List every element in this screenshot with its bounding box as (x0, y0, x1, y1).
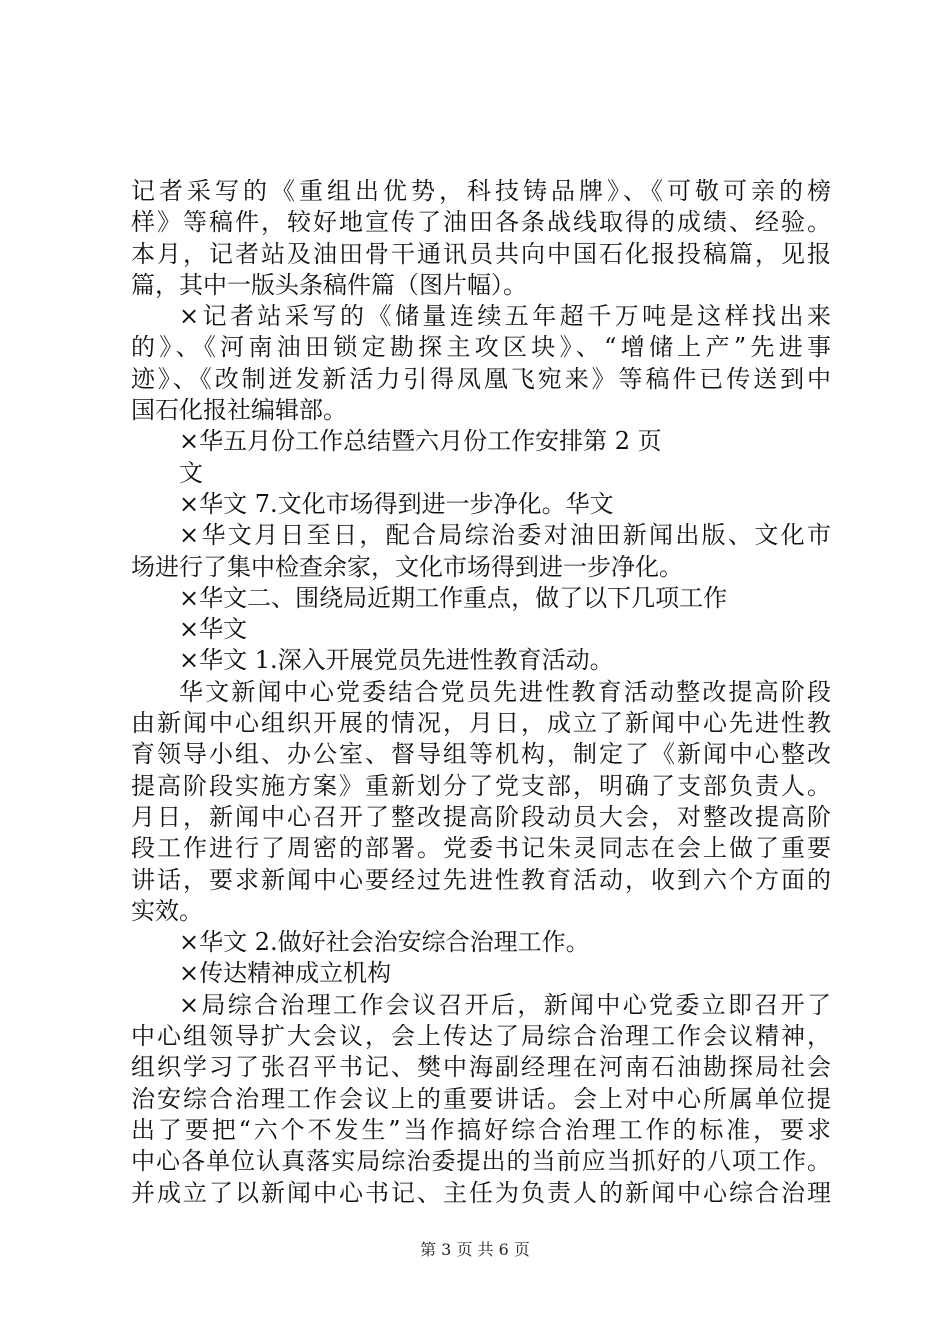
body-line: 文 (179, 458, 203, 487)
page-number: 第 3 页 共 6 页 (420, 1240, 530, 1259)
body-line: ×局综合治理工作会议召开后，新闻中心党委立即召开了 (179, 990, 831, 1019)
body-line: 样》等稿件，较好地宣传了油田各条战线取得的成绩、经验。 (131, 208, 831, 237)
body-line: 实效。 (131, 896, 203, 925)
body-line: 提高阶段实施方案》重新划分了党支部，明确了支部负责人。 (131, 771, 831, 800)
body-line: 出了要把“六个不发生”当作搞好综合治理工作的标准，要求 (131, 1115, 831, 1144)
body-line: 本月，记者站及油田骨干通讯员共向中国石化报投稿篇，见报 (131, 239, 831, 268)
body-line: 治安综合治理工作会议上的重要讲话。会上对中心所属单位提 (131, 1084, 831, 1113)
body-line: 组织学习了张召平书记、樊中海副经理在河南石油勘探局社会 (131, 1053, 831, 1082)
body-line: ×华文 2.做好社会治安综合治理工作。 (179, 928, 590, 957)
body-line: 篇，其中一版头条稿件篇（图片幅）。 (131, 270, 527, 299)
body-line: 育领导小组、办公室、督导组等机构，制定了《新闻中心整改 (131, 740, 831, 769)
body-line: 讲话，要求新闻中心要经过先进性教育活动，收到六个方面的 (131, 865, 831, 894)
body-line: 由新闻中心组织开展的情况，月日，成立了新闻中心先进性教 (131, 709, 831, 738)
body-line: 华文新闻中心党委结合党员先进性教育活动整改提高阶段 (179, 677, 831, 706)
body-line: 国石化报社编辑部。 (131, 396, 347, 425)
body-line: 中心组领导扩大会议，会上传达了局综合治理工作会议精神， (131, 1022, 831, 1051)
body-line: ×华文二、围绕局近期工作重点，做了以下几项工作 (179, 583, 728, 612)
body-line: ×华文 (179, 615, 248, 644)
body-line: 段工作进行了周密的部署。党委书记朱灵同志在会上做了重要 (131, 834, 831, 863)
body-line: 中心各单位认真落实局综治委提出的当前应当抓好的八项工作。 (131, 1147, 831, 1176)
body-line: ×华文 7.文化市场得到进一步净化。华文 (179, 489, 614, 518)
body-line: ×记者站采写的《储量连续五年超千万吨是这样找出来 (179, 302, 831, 331)
body-line: 记者采写的《重组出优势，科技铸品牌》、《可敬可亲的榜 (131, 177, 831, 205)
body-line: ×华文月日至日，配合局综治委对油田新闻出版、文化市 (179, 521, 831, 550)
body-line: ×传达精神成立机构 (179, 959, 392, 988)
body-line: 的》、《河南油田锁定勘探主攻区块》、“增储上产”先进事 (131, 333, 831, 362)
body-line: 场进行了集中检查余家，文化市场得到进一步净化。 (131, 552, 683, 581)
body-line: ×华五月份工作总结暨六月份工作安排第 2 页 (179, 427, 662, 456)
body-line: ×华文 1.深入开展党员先进性教育活动。 (179, 646, 614, 675)
page-footer (0, 1240, 950, 1260)
document-body (131, 176, 831, 1209)
body-line: 迹》、《改制迸发新活力引得凤凰飞宛来》等稿件已传送到中 (131, 364, 831, 393)
body-line: 并成立了以新闻中心书记、主任为负责人的新闻中心综合治理 (131, 1178, 831, 1207)
body-line: 月日，新闻中心召开了整改提高阶段动员大会，对整改提高阶 (131, 802, 831, 831)
